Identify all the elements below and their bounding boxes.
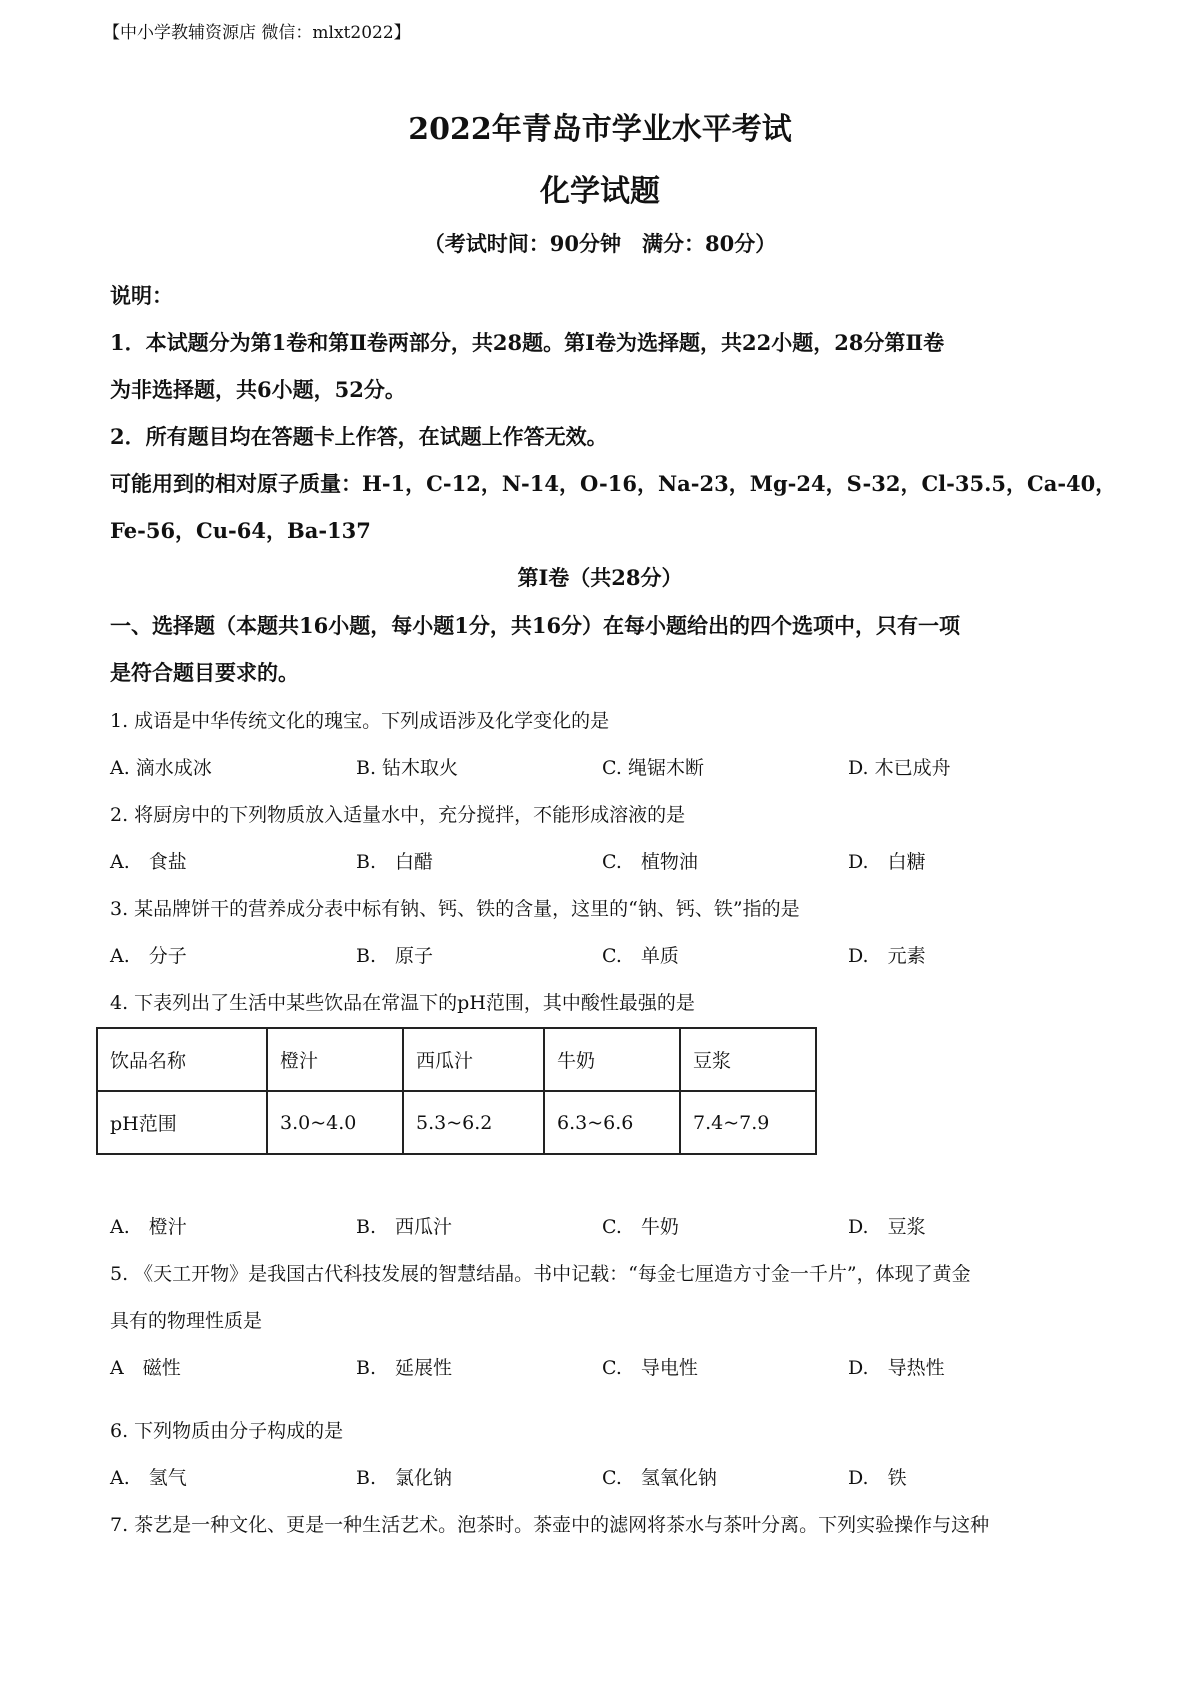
question-5-option-a: A 磁性	[110, 1357, 181, 1379]
question-1-option-c: C. 绳锯木断	[602, 757, 704, 779]
question-7-stem: 7. 茶艺是一种文化、更是一种生活艺术。泡茶时。茶壶中的滤网将茶水与茶叶分离。下列实验操作与这种	[110, 1514, 990, 1536]
ph-table-header-row	[97, 1028, 816, 1091]
ph-table-cell: 饮品名称	[97, 1028, 267, 1091]
ph-table	[96, 1027, 817, 1155]
ph-table-cell: 豆浆	[680, 1028, 816, 1091]
instructions-heading: 说明：	[110, 283, 173, 308]
question-2-option-a: A. 食盐	[110, 851, 187, 873]
question-1-stem: 1. 成语是中华传统文化的瑰宝。下列成语涉及化学变化的是	[110, 710, 610, 732]
question-3-option-c: C. 单质	[602, 945, 679, 967]
ph-table-cell: 3.0~4.0	[267, 1091, 403, 1154]
atomic-mass-line-a: 可能用到的相对原子质量：H-1，C-12，N-14，O-16，Na-23，Mg-24，S-32，Cl-35.5，Ca-40，	[110, 471, 1117, 496]
question-3-option-d: D. 元素	[848, 945, 926, 967]
instruction-line-1a: 1．本试题分为第1卷和第Ⅱ卷两部分，共28题。第I卷为选择题，共22小题，28分第Ⅱ卷	[110, 330, 945, 355]
question-4-option-b: B. 西瓜汁	[356, 1216, 453, 1238]
ph-table-data-row	[97, 1091, 816, 1154]
section-title: 第I卷（共28分）	[517, 565, 683, 590]
question-2-option-b: B. 白醋	[356, 851, 434, 873]
question-1-option-d: D. 木已成舟	[848, 757, 951, 779]
atomic-mass-line-b: Fe-56，Cu-64，Ba-137	[110, 518, 371, 543]
ph-table-cell: 牛奶	[544, 1028, 680, 1091]
question-5-stem-b: 具有的物理性质是	[110, 1310, 263, 1332]
question-6-option-b: B. 氯化钠	[356, 1467, 453, 1489]
question-3-option-a: A. 分子	[110, 945, 187, 967]
question-1-option-a: A. 滴水成冰	[110, 757, 212, 779]
question-4-stem: 4. 下表列出了生活中某些饮品在常温下的pH范围，其中酸性最强的是	[110, 992, 695, 1014]
subject-title: 化学试题	[540, 174, 660, 209]
question-6-option-c: C. 氢氧化钠	[602, 1467, 717, 1489]
question-5-option-b: B. 延展性	[356, 1357, 453, 1379]
question-2-option-d: D. 白糖	[848, 851, 926, 873]
question-5-option-d: D. 导热性	[848, 1357, 945, 1379]
question-2-stem: 2. 将厨房中的下列物质放入适量水中，充分搅拌，不能形成溶液的是	[110, 804, 686, 826]
exam-title: 2022年青岛市学业水平考试	[408, 112, 792, 147]
ph-table-cell: 7.4~7.9	[680, 1091, 816, 1154]
question-5-option-c: C. 导电性	[602, 1357, 698, 1379]
question-3-stem: 3. 某品牌饼干的营养成分表中标有钠、钙、铁的含量，这里的“钠、钙、铁”指的是	[110, 898, 800, 920]
instruction-line-1b: 为非选择题，共6小题，52分。	[110, 377, 406, 402]
ph-table-cell: pH范围	[97, 1091, 267, 1154]
question-4-option-d: D. 豆浆	[848, 1216, 926, 1238]
part-heading-b: 是符合题目要求的。	[110, 660, 299, 685]
ph-table-cell: 6.3~6.6	[544, 1091, 680, 1154]
ph-table-cell: 橙汁	[267, 1028, 403, 1091]
question-1-option-b: B. 钻木取火	[356, 757, 459, 779]
question-5-stem-a: 5. 《天工开物》是我国古代科技发展的智慧结晶。书中记载：“每金七厘造方寸金一千片”，体现了黄金	[110, 1263, 971, 1285]
question-3-option-b: B. 原子	[356, 945, 434, 967]
ph-table-cell: 5.3~6.2	[403, 1091, 544, 1154]
instruction-line-2: 2．所有题目均在答题卡上作答，在试题上作答无效。	[110, 424, 608, 449]
ph-table-cell: 西瓜汁	[403, 1028, 544, 1091]
question-4-option-c: C. 牛奶	[602, 1216, 679, 1238]
question-6-stem: 6. 下列物质由分子构成的是	[110, 1420, 344, 1442]
part-heading-a: 一、选择题（本题共16小题，每小题1分，共16分）在每小题给出的四个选项中，只有一项	[110, 613, 961, 638]
header-note: 【中小学教辅资源店 微信：mlxt2022】	[103, 23, 411, 43]
question-6-option-a: A. 氢气	[110, 1467, 187, 1489]
question-2-option-c: C. 植物油	[602, 851, 698, 873]
exam-info: （考试时间：90分钟 满分：80分）	[423, 231, 777, 256]
question-4-option-a: A. 橙汁	[110, 1216, 187, 1238]
question-6-option-d: D. 铁	[848, 1467, 907, 1489]
